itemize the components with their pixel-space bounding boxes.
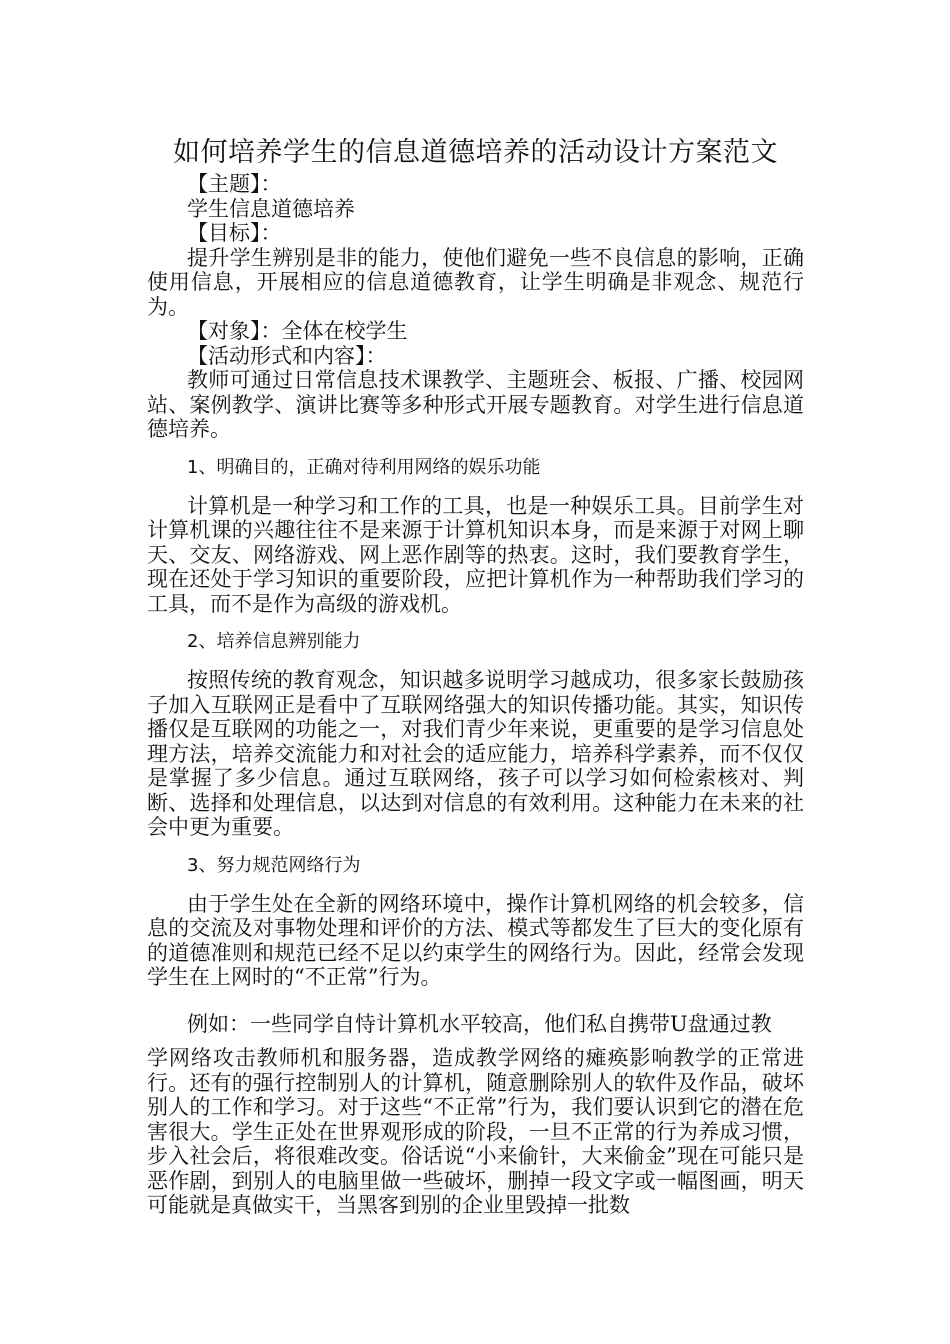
document-title: 如何培养学生的信息道德培养的活动设计方案范文 [173, 137, 778, 168]
form-label: 【活动形式和内容】： [187, 343, 387, 368]
form-text: 教师可通过日常信息技术课教学、主题班会、板报、广播、校园网站、案例教学、演讲比赛等多种形式开展专题教育。对学生进行信息道德培养。 [147, 368, 804, 441]
goal-label: 【目标】： [187, 221, 282, 245]
section2-title: 2、培养信息辨别能力 [187, 631, 361, 652]
example-text: 学网络攻击教师机和服务器，造成教学网络的瘫痪影响教学的正常进行。还有的强行控制别人的计算机，随意删除别人的软件及作品，破坏别人的工作和学习。对于这些“不正常”行为，我们要认识到它的潜在危害很大。学生正处在世界观形成的阶段，一旦不正常的行为养成习惯，步入社会后，将很难改变。俗话说“小来偷针，大来偷金”现在可能只是恶作剧，到别人的电脑里做一些破坏，删掉一段文字或一幅图画，明天可能就是真做实干，当黑客到别的企业里毁掉一批数 [147, 1046, 804, 1217]
goal-text: 提升学生辨别是非的能力，使他们避免一些不良信息的影响，正确使用信息，开展相应的信息道德教育，让学生明确是非观念、规范行为。 [147, 245, 804, 319]
target-line: 【对象】：全体在校学生 [187, 319, 408, 343]
theme-text: 学生信息道德培养 [187, 196, 355, 221]
document-page [147, 136, 804, 1218]
example-first-line: 例如：一些同学自恃计算机水平较高，他们私自携带U盘通过教 [187, 1011, 772, 1036]
section3-text: 由于学生处在全新的网络环境中，操作计算机网络的机会较多，信息的交流及对事物处理和评价的方法、模式等都发生了巨大的变化原有的道德准则和规范已经不足以约束学生的网络行为。因此，经常会发现学生在上网时的“不正常”行为。 [147, 891, 804, 989]
theme-label: 【主题】： [187, 172, 282, 196]
section1-text: 计算机是一种学习和工作的工具，也是一种娱乐工具。目前学生对计算机课的兴趣往往不是来源于计算机知识本身，而是来源于对网上聊天、交友、网络游戏、网上恶作剧等的热衷。这时，我们要教育学生，现在还处于学习知识的重要阶段，应把计算机作为一种帮助我们学习的工具，而不是作为高级的游戏机。 [147, 493, 804, 616]
section3-title: 3、努力规范网络行为 [187, 854, 361, 876]
section2-text: 按照传统的教育观念，知识越多说明学习越成功，很多家长鼓励孩子加入互联网正是看中了互联网络强大的知识传播功能。其实，知识传播仅是互联网的功能之一，对我们青少年来说，更重要的是学习信息处理方法，培养交流能力和对社会的适应能力，培养科学素养，而不仅仅是掌握了多少信息。通过互联网络，孩子可以学习如何检索核对、判断、选择和处理信息，以达到对信息的有效利用。这种能力在未来的社会中更为重要。 [147, 668, 804, 839]
section1-title: 1、明确目的，正确对待利用网络的娱乐功能 [187, 456, 541, 478]
